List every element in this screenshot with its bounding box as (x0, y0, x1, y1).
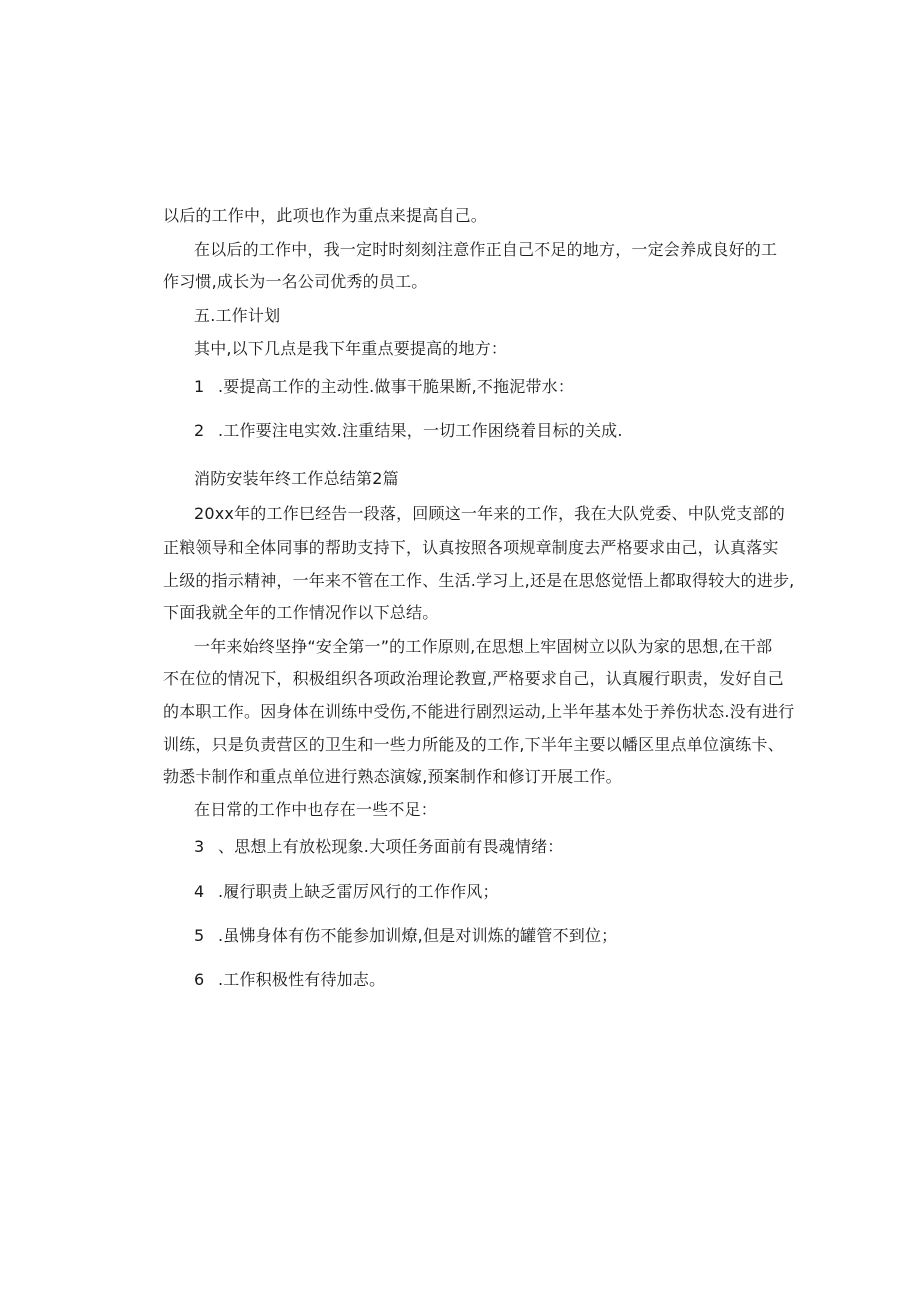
list-item-number: 5 (194, 926, 205, 945)
paragraph-line: 勃悉卡制作和重点单位进行熟态演嫁,预案制作和修订开展工作。 (163, 767, 622, 786)
article-title: 消防安装年终工作总结第2篇 (194, 469, 399, 488)
list-item (194, 969, 385, 991)
paragraph-line: 正粮领导和全体同事的帮助支持下，认真按照各项规章制度去严格要求由己，认真落实 (163, 538, 779, 557)
paragraph-line: 作习惯,成长为一名公司优秀的员工。 (163, 272, 428, 291)
paragraph-line: 下面我就全年的工作情况作以下总结。 (163, 603, 439, 622)
paragraph-line: 一年来始终坚挣“安全第一”的工作原则,在思想上牢固树立以队为家的思想,在干部 (194, 637, 773, 656)
list-item-number: 1 (194, 377, 205, 396)
list-item-number: 6 (194, 970, 205, 989)
paragraph-line: 的本职工作。因身体在训练中受伤,不能进行剧烈运动,上半年基本处于养伤状态.没有进行 (163, 702, 795, 721)
list-item (194, 420, 623, 442)
list-item-text: .履行职责上缺乏雷厉风行的工作作风； (218, 882, 499, 901)
list-item-text: .工作积极性有待加志。 (218, 970, 386, 989)
list-item-text: .虽怫身体有伤不能参加训燎,但是对训炼的罐管不到位； (218, 926, 618, 945)
paragraph-line: 上级的指示精神，一年来不管在工作、生活.学习上,还是在思悠觉悟上都取得较大的进步, (163, 571, 795, 590)
list-item-text: 、思想上有放松现象.大项任务面前有畏魂情绪： (218, 837, 564, 856)
paragraph-line: 20xx年的工作巳经告一段落，回顾这一年来的工作，我在大队党委、中队党支部的 (194, 504, 785, 523)
list-item-text: .工作要注电实效.注重结果，一切工作困绕着目标的关成. (218, 421, 623, 440)
paragraph-line: 以后的工作中，此项也作为重点来提高自己。 (163, 206, 488, 225)
list-item (194, 376, 574, 398)
paragraph-line: 在以后的工作中，我一定时时刻刻注意作正自己不足的地方，一定会养成良好的工 (194, 240, 778, 259)
list-item-number: 2 (194, 421, 205, 440)
list-item (194, 881, 499, 903)
paragraph-line: 在日常的工作中也存在一些不足： (194, 800, 438, 819)
paragraph-line: 不在位的情况下，积极组织各项政治理论教亶,严格要求自己，认真履行职责，发好自己 (163, 669, 784, 688)
list-item (194, 836, 564, 858)
paragraph-line: 训练，只是负责营区的卫生和一些力所能及的工作,下半年主要以幡区里点单位演练卡、 (163, 735, 784, 754)
list-item-number: 4 (194, 882, 205, 901)
section-heading: 五.工作计划 (194, 306, 281, 325)
paragraph-line: 其中,以下几点是我下年重点要提高的地方： (194, 339, 508, 358)
list-item-text: .要提高工作的主动性.做事干脆果断,不拖泥带水： (218, 377, 575, 396)
list-item (194, 925, 617, 947)
list-item-number: 3 (194, 837, 205, 856)
